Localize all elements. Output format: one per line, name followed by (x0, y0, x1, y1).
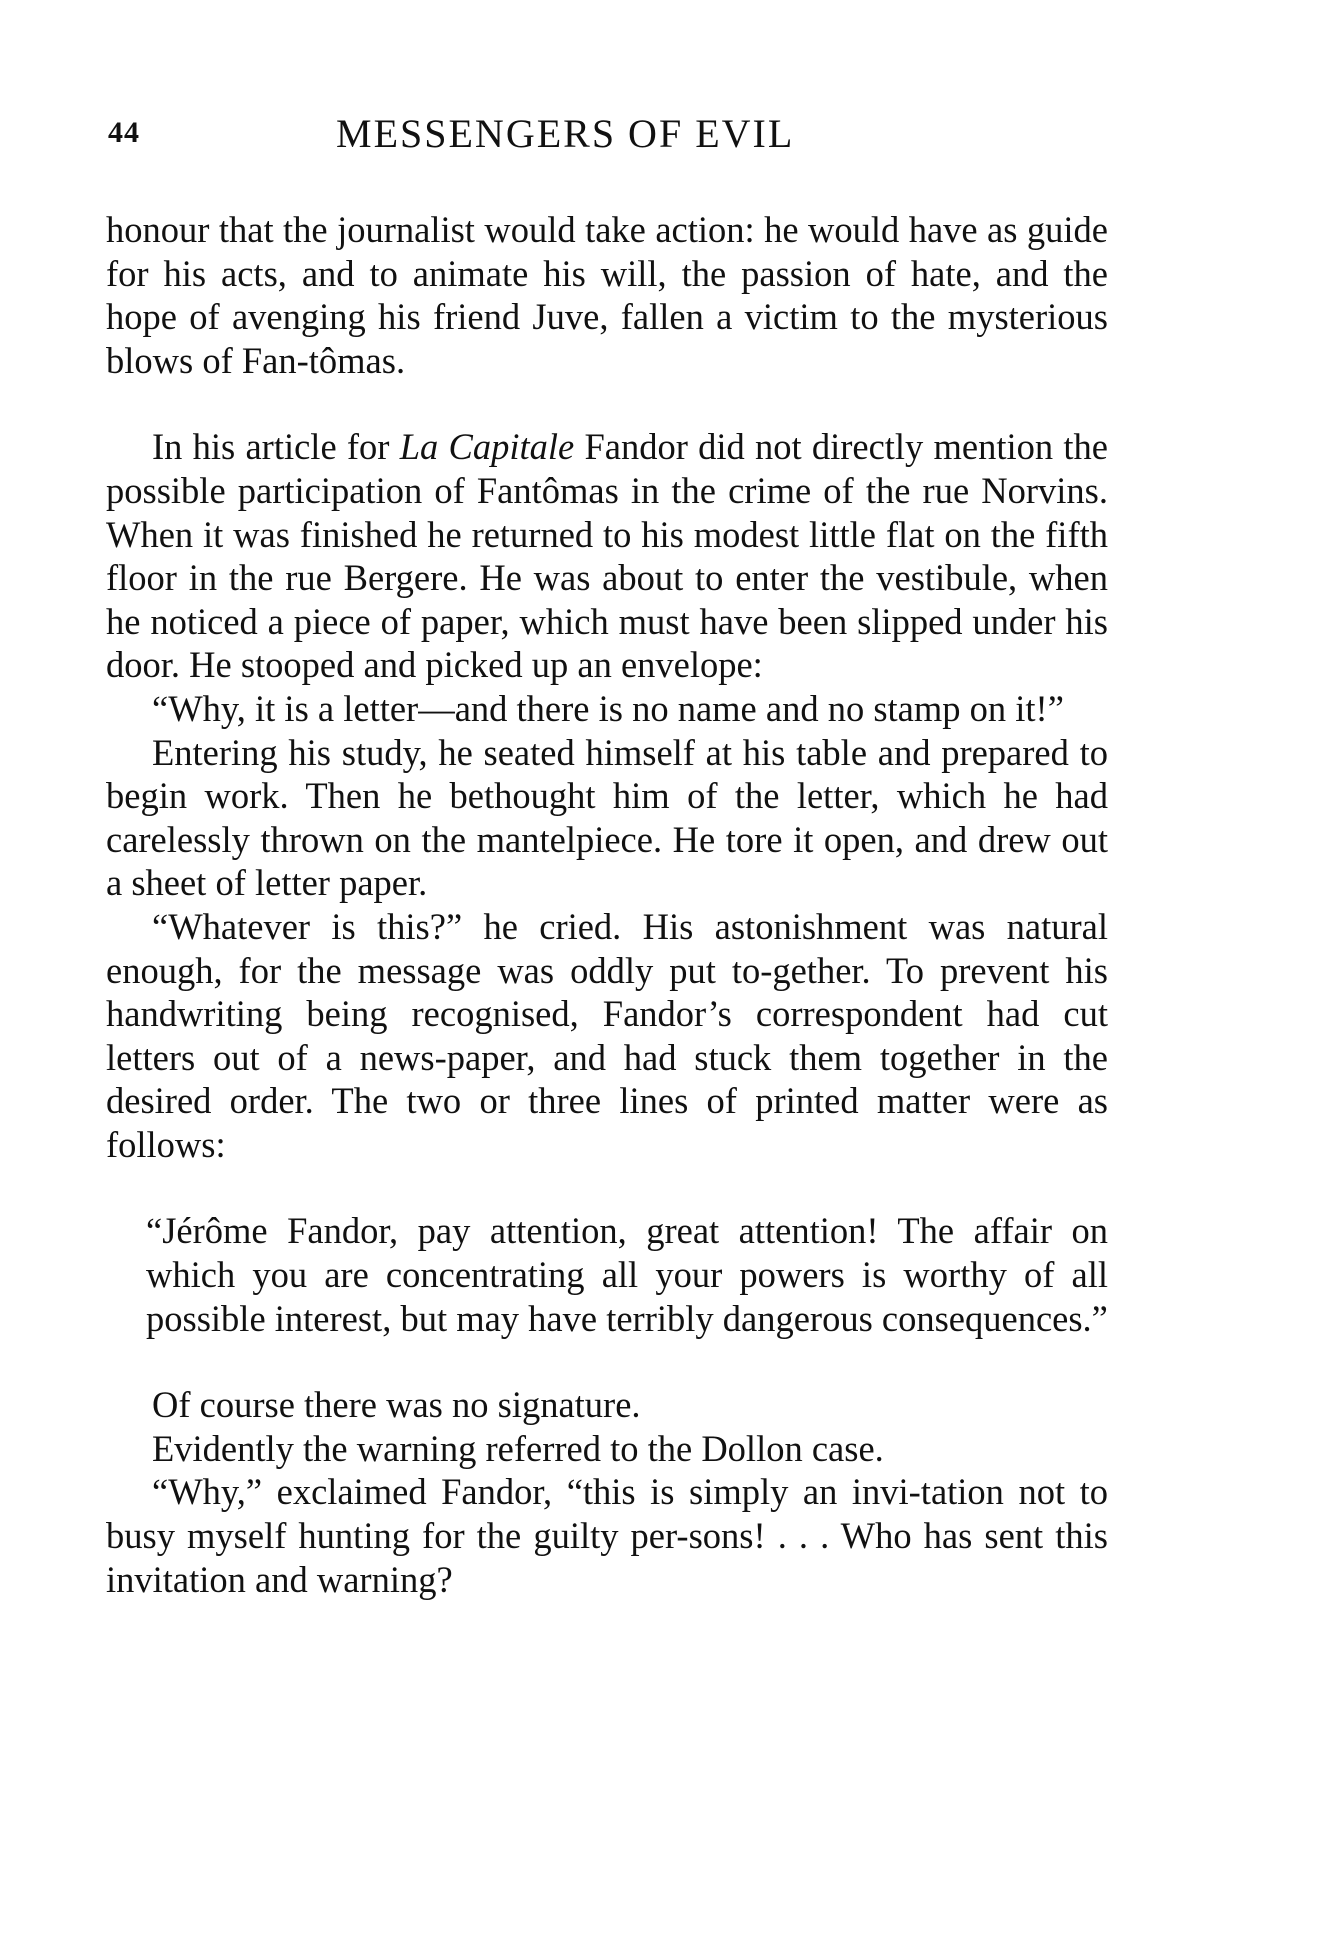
page-number: 44 (108, 116, 140, 149)
body-text (106, 208, 1108, 1601)
paragraph-dollon-case: Evidently the warning referred to the Dollon case. (152, 1427, 884, 1469)
paragraph-continuation: honour that the journalist would take action: he would have as guide for his acts, and to animate his will, the passion of hate, and the hope of avenging his friend Juve, fallen a victim to the mysterious blows of Fan-tômas. (106, 209, 1108, 381)
paragraph-no-signature: Of course there was no signature. (152, 1384, 641, 1426)
quoted-letter (106, 1209, 1108, 1340)
paragraph-article-rest: Fandor did not directly mention the possible participation of Fantômas in the crime of the rue Norvins. When it was finished he returned to his modest little flat on the fifth floor in the rue Bergere. He was about to enter the vestibule, when he noticed a piece of paper, which must have been slipped under his door. He stooped and picked up an envelope: (106, 426, 1108, 686)
paragraph-article-start: In his article for (152, 426, 400, 468)
paragraph-article (106, 425, 1108, 687)
paragraph-study: Entering his study, he seated himself at his table and prepared to begin work. Then he bethought him of the letter, which he had carelessly thrown on the mantelpiece. He tore it open, and drew out a sheet of letter paper. (106, 731, 1108, 904)
paragraph-invitation: “Why,” exclaimed Fandor, “this is simply an invi-tation not to busy myself hunting for the guilty per-sons! . . . Who has sent this invitation and warning? (106, 1471, 1108, 1600)
quoted-letter-text: “Jérôme Fandor, pay attention, great attention! The affair on which you are concentrating all your powers is worthy of all possible interest, but may have terribly dangerous consequences.” (146, 1210, 1108, 1339)
paragraph-message: “Whatever is this?” he cried. His astonishment was natural enough, for the message was oddly put to-gether. To prevent his handwriting being recognised, Fandor’s correspondent had cut letters out of a news-paper, and had stuck them together in the desired order. The two or three lines of printed matter were as follows: (106, 905, 1108, 1165)
paragraph-letter-found: “Why, it is a letter—and there is no name and no stamp on it!” (152, 687, 1064, 729)
running-title: MESSENGERS OF EVIL (336, 111, 795, 156)
newspaper-title: La Capitale (399, 426, 575, 468)
running-head (108, 110, 1108, 170)
